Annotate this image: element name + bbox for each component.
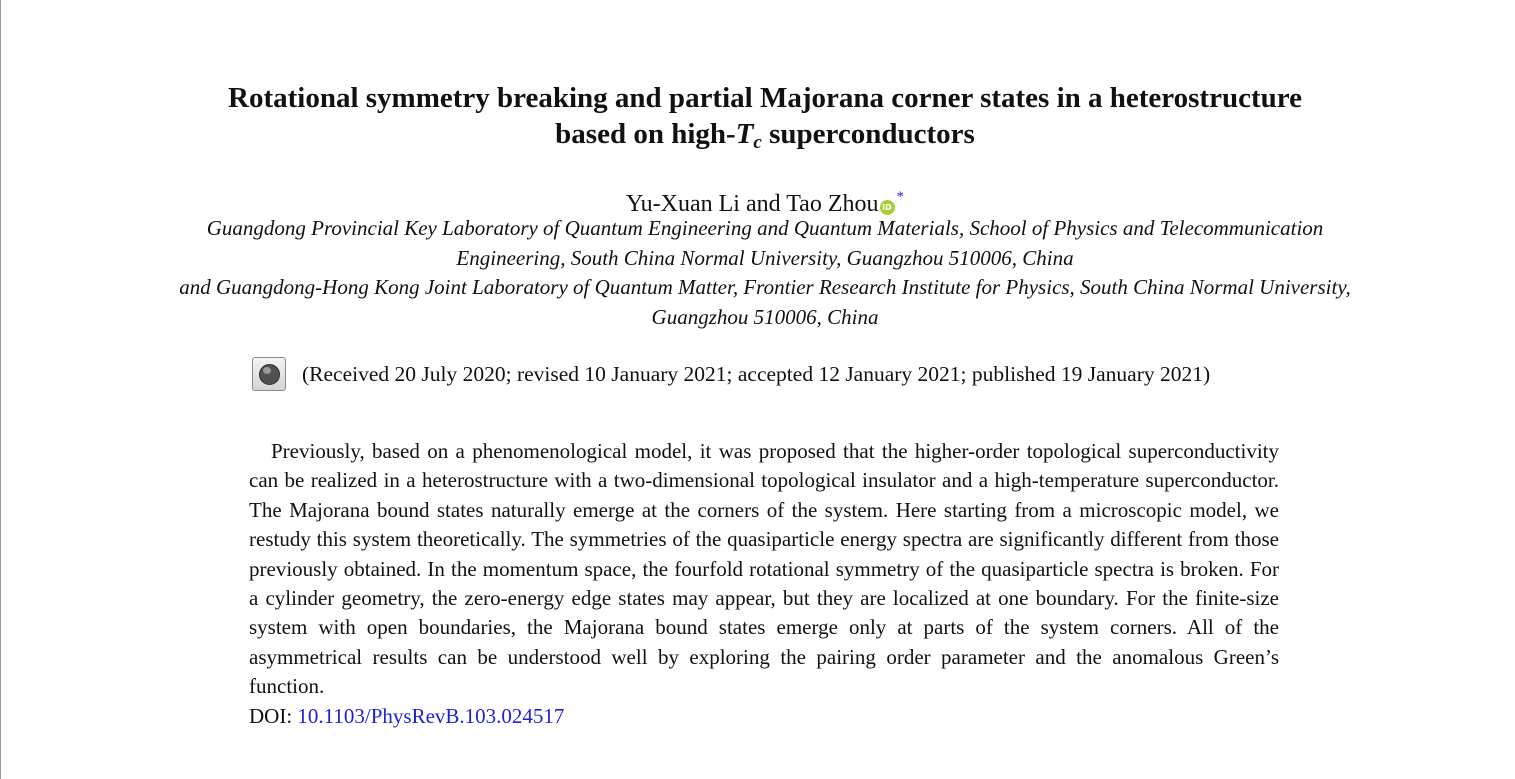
title-line-2-suffix: superconductors	[761, 118, 975, 150]
orcid-icon[interactable]: iD	[880, 200, 895, 215]
doi-link[interactable]: 10.1103/PhysRevB.103.024517	[297, 704, 565, 728]
title-line-1: Rotational symmetry breaking and partial Majorana corner states in a heterostructure	[228, 82, 1302, 114]
corresponding-author-link[interactable]: *	[896, 189, 904, 205]
affiliation-line: Guangzhou 510006, China	[651, 304, 879, 329]
title-symbol-t: T	[735, 118, 754, 150]
title-line-2-prefix: based on high-	[555, 118, 736, 150]
crossmark-icon[interactable]	[252, 357, 286, 391]
title-subscript-c: c	[753, 132, 762, 153]
affiliation-line: Guangdong Provincial Key Laboratory of Quantum Engineering and Quantum Materials, School of Physics and Telecommunication	[206, 216, 1324, 240]
crossmark-highlight	[263, 367, 271, 374]
affiliation-line: and Guangdong-Hong Kong Joint Laboratory of Quantum Matter, Frontier Research Institute for Physics, South China Normal University,	[179, 275, 1351, 299]
title-line-2	[0, 116, 1515, 152]
doi-line	[249, 701, 564, 731]
abstract-text: Previously, based on a phenomenological model, it was proposed that the higher-order topological superconductivity can be realized in a heterostructure with a two-dimensional topological insulator and a high-temperature superconductor. The Majorana bound states naturally emerge at the corners of the system. Here starting from a microscopic model, we restudy this system theoretically. The symmetries of the quasiparticle energy spectra are significantly different from those previously obtained. In the momentum space, the fourfold rotational symmetry of the quasiparticle spectra is broken. For a cylinder geometry, the zero-energy edge states may appear, but they are localized at one boundary. For the finite-size system with open boundaries, the Majorana bound states emerge only at parts of the system corners. All of the asymmetrical results can be understood well by exploring the pairing order parameter and the anomalous Green’s function.	[249, 439, 1279, 699]
doi-label: DOI:	[249, 704, 298, 728]
affiliation-line: Engineering, South China Normal University, Guangzhou 510006, China	[456, 245, 1074, 270]
author-names: Yu-Xuan Li and Tao Zhou	[626, 191, 879, 217]
paper-title	[0, 80, 1515, 152]
affiliations	[0, 214, 1515, 332]
received-dates: (Received 20 July 2020; revised 10 January 2021; accepted 12 January 2021; published 19 January 2021)	[302, 362, 1211, 386]
